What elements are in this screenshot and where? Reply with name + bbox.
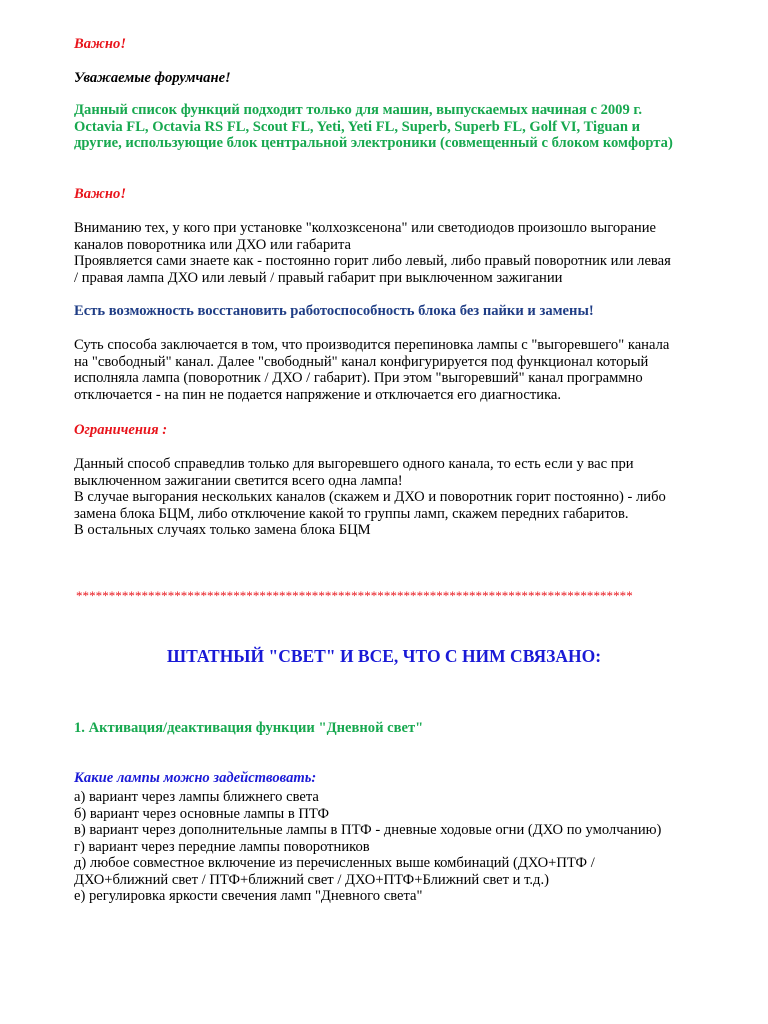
- lamp-option: а) вариант через лампы ближнего света: [74, 789, 319, 805]
- limitations-line: выключенном зажигании светится всего одна лампа!: [74, 472, 403, 489]
- important-label-2: Важно!: [74, 186, 127, 202]
- greeting: Уважаемые форумчане!: [74, 70, 231, 86]
- intro-line: Данный список функций подходит только для машин, выпускаемых начиная с 2009 г.: [74, 102, 643, 118]
- limitations-line: Данный способ справедлив только для выгоревшего одного канала, то есть если у вас при: [74, 456, 634, 472]
- lamp-option: д) любое совместное включение из перечисленных выше комбинаций (ДХО+ПТФ /: [74, 855, 595, 871]
- lamp-option: б) вариант через основные лампы в ПТФ: [74, 805, 330, 822]
- limitations-line: замена блока БЦМ, либо отключение какой то группы ламп, скажем передних габаритов.: [74, 505, 629, 522]
- lamps-question: Какие лампы можно задействовать:: [74, 770, 317, 786]
- method-line: на "свободный" канал. Далее "свободный" канал конфигурируется под функционал который: [74, 353, 649, 370]
- lamp-option: ДХО+ближний свет / ПТФ+ближний свет / ДХО+ПТФ+Ближний свет и т.д.): [74, 871, 549, 888]
- important-label-1: Важно!: [74, 36, 127, 52]
- lamp-option: в) вариант через дополнительные лампы в ПТФ - дневные ходовые огни (ДХО по умолчанию): [74, 822, 662, 838]
- warning-paragraph: [74, 220, 671, 286]
- section-heading: ШТАТНЫЙ "СВЕТ" И ВСЕ, ЧТО С НИМ СВЯЗАНО:: [166, 646, 602, 666]
- method-line: Суть способа заключается в том, что производится перепиновка лампы с "выгоревшего" канала: [74, 337, 670, 353]
- possibility-statement: Есть возможность восстановить работоспособность блока без пайки и замены!: [74, 303, 594, 319]
- intro-line: другие, использующие блок центральной электроники (совмещенный с блоком комфорта): [74, 135, 673, 151]
- lamp-option: г) вариант через передние лампы поворотников: [74, 838, 370, 855]
- lamp-options-list: [74, 789, 661, 905]
- limitations-title: Ограничения :: [74, 422, 168, 438]
- warning-line: каналов поворотника или ДХО или габарита: [74, 236, 352, 253]
- limitations-paragraph: [74, 456, 666, 539]
- warning-line: / правая лампа ДХО или левый / правый габарит при выключенном зажигании: [74, 269, 563, 286]
- item-1-title: 1. Активация/деактивация функции "Дневной свет": [74, 720, 424, 736]
- method-paragraph: [74, 337, 669, 403]
- warning-line: Проявляется сами знаете как - постоянно горит либо левый, либо правый поворотник или левая: [74, 253, 671, 269]
- lamp-option: е) регулировка яркости свечения ламп "Дневного света": [74, 888, 423, 904]
- intro-line: Octavia FL, Octavia RS FL, Scout FL, Yeti, Yeti FL, Superb, Superb FL, Golf VI, Tiguan и: [74, 118, 640, 135]
- method-line: исполняла лампа (поворотник / ДХО / габарит). При этом "выгоревший" канал программно: [74, 370, 643, 386]
- intro-paragraph: [74, 102, 673, 152]
- limitations-line: В случае выгорания нескольких каналов (скажем и ДХО и поворотник горит постоянно) - либо: [74, 489, 666, 505]
- star-separator: *************************************************************************************: [76, 588, 633, 603]
- limitations-line: В остальных случаях только замена блока БЦМ: [74, 522, 371, 538]
- method-line: отключается - на пин не подается напряжение и отключается его диагностика.: [74, 386, 562, 403]
- warning-line: Вниманию тех, у кого при установке "колхозксенона" или светодиодов произошло выгорание: [74, 220, 657, 236]
